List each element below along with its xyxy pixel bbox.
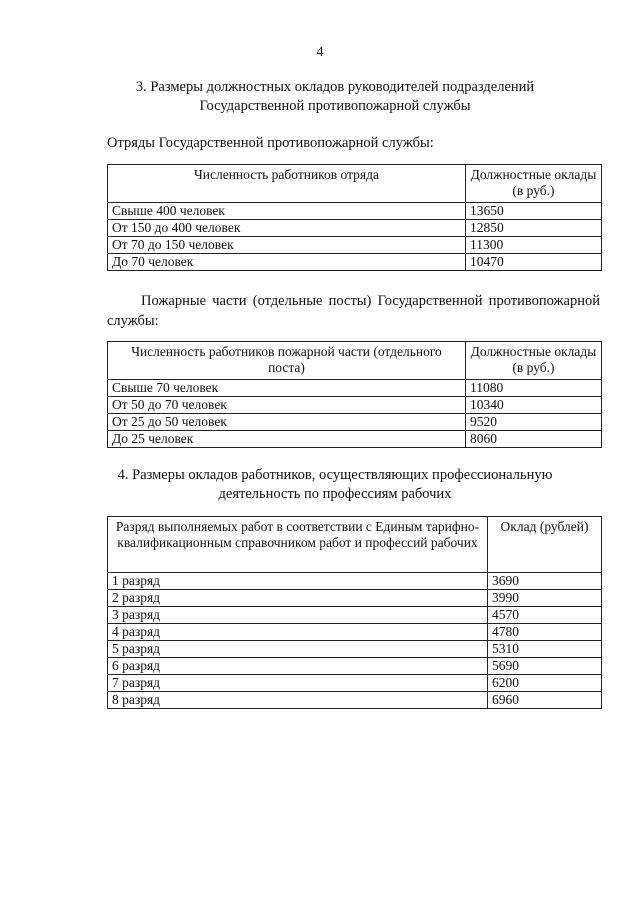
table-row xyxy=(108,431,602,448)
table-row xyxy=(108,203,602,220)
detachments-subtitle: Отряды Государственной противопожарной службы: xyxy=(107,135,434,151)
table-row xyxy=(108,641,602,658)
header-grade: Разряд выполняемых работ в соответствии с Единым тарифно-квалификационным справочником работ и профессий рабочих xyxy=(108,517,488,573)
table-header-row xyxy=(108,165,602,203)
fire-units-salary-table xyxy=(107,341,602,448)
row-label: До 70 человек xyxy=(108,254,466,271)
fire-units-subtitle: Пожарные части (отдельные посты) Государственной противопожарной службы: xyxy=(107,293,600,329)
row-label: 6 разряд xyxy=(108,658,488,675)
table-row xyxy=(108,220,602,237)
table-row xyxy=(108,254,602,271)
row-label: До 25 человек xyxy=(108,431,466,448)
row-label: От 50 до 70 человек xyxy=(108,397,466,414)
table-row xyxy=(108,624,602,641)
row-value: 3990 xyxy=(488,590,602,607)
row-label: 8 разряд xyxy=(108,692,488,709)
section-3-heading-line-1: 3. Размеры должностных окладов руководителей подразделений xyxy=(135,79,535,95)
page-number: 4 xyxy=(316,44,324,60)
row-value: 3690 xyxy=(488,573,602,590)
row-label: 4 разряд xyxy=(108,624,488,641)
row-value: 6960 xyxy=(488,692,602,709)
worker-grades-salary-table xyxy=(107,516,602,709)
row-label: 1 разряд xyxy=(108,573,488,590)
header-salary: Должностные оклады (в руб.) xyxy=(466,165,602,203)
table-row xyxy=(108,414,602,431)
section-3-heading xyxy=(100,78,570,116)
table-row xyxy=(108,397,602,414)
row-label: 7 разряд xyxy=(108,675,488,692)
row-label: От 150 до 400 человек xyxy=(108,220,466,237)
row-value: 8060 xyxy=(466,431,602,448)
row-value: 10470 xyxy=(466,254,602,271)
detachments-salary-table xyxy=(107,164,602,271)
header-salary: Оклад (рублей) xyxy=(488,517,602,573)
table-row xyxy=(108,607,602,624)
row-value: 4570 xyxy=(488,607,602,624)
row-value: 11080 xyxy=(466,380,602,397)
section-3-heading-line-2: Государственной противопожарной службы xyxy=(199,98,471,114)
header-staff-count: Численность работников пожарной части (отдельного поста) xyxy=(108,342,466,380)
row-value: 5310 xyxy=(488,641,602,658)
section-4-heading-line-2: деятельность по профессиям рабочих xyxy=(218,486,452,502)
header-staff-count: Численность работников отряда xyxy=(108,165,466,203)
header-salary: Должностные оклады (в руб.) xyxy=(466,342,602,380)
row-value: 13650 xyxy=(466,203,602,220)
table-row xyxy=(108,658,602,675)
row-label: Свыше 70 человек xyxy=(108,380,466,397)
table-row xyxy=(108,692,602,709)
row-label: Свыше 400 человек xyxy=(108,203,466,220)
row-value: 10340 xyxy=(466,397,602,414)
row-value: 4780 xyxy=(488,624,602,641)
table-row xyxy=(108,380,602,397)
section-4-heading xyxy=(100,466,570,504)
row-value: 6200 xyxy=(488,675,602,692)
section-4-heading-line-1: 4. Размеры окладов работников, осуществляющих профессиональную xyxy=(117,467,553,483)
table-row xyxy=(108,573,602,590)
table-header-row xyxy=(108,517,602,573)
row-label: От 70 до 150 человек xyxy=(108,237,466,254)
row-label: 5 разряд xyxy=(108,641,488,658)
table-row xyxy=(108,590,602,607)
row-label: 2 разряд xyxy=(108,590,488,607)
row-value: 11300 xyxy=(466,237,602,254)
row-label: От 25 до 50 человек xyxy=(108,414,466,431)
table-row xyxy=(108,237,602,254)
row-value: 9520 xyxy=(466,414,602,431)
table-header-row xyxy=(108,342,602,380)
row-value: 5690 xyxy=(488,658,602,675)
row-label: 3 разряд xyxy=(108,607,488,624)
row-value: 12850 xyxy=(466,220,602,237)
table-row xyxy=(108,675,602,692)
